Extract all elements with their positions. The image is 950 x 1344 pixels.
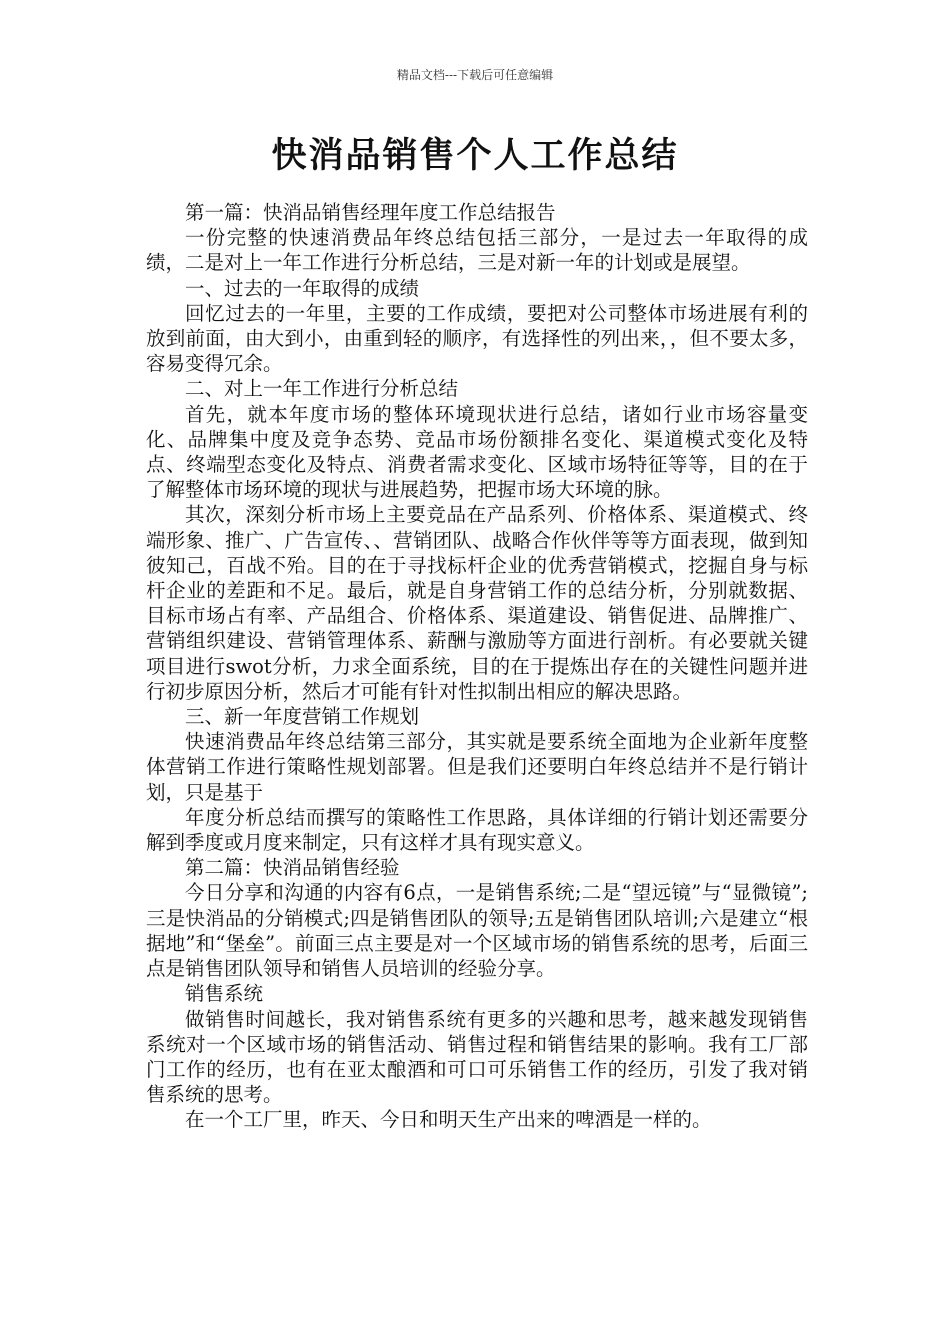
- paragraph: 一、过去的一年取得的成绩: [185, 276, 420, 300]
- paragraph: 做销售时间越长，我对销售系统有更多的兴趣和思考，越来越发现销售系统对一个区域市场的销售活动、销售过程和销售结果的影响。我有工厂部门工作的经历，也有在亚太酿酒和可口可乐销售工作的经历，引发了我对销售系统的思考。: [146, 1007, 808, 1107]
- paragraph: 三、新一年度营销工作规划: [185, 705, 420, 729]
- paragraph: 快速消费品年终总结第三部分，其实就是要系统全面地为企业新年度整体营销工作进行策略性规划部署。但是我们还要明白年终总结并不是行销计划，只是基于: [146, 730, 808, 804]
- paragraph: 在一个工厂里，昨天、今日和明天生产出来的啤酒是一样的。: [185, 1108, 712, 1132]
- paragraph: 销售系统: [185, 982, 264, 1006]
- paragraph: 年度分析总结而撰写的策略性工作思路，具体详细的行销计划还需要分解到季度或月度来制定，只有这样才具有现实意义。: [146, 805, 808, 855]
- document-title: 快消品销售个人工作总结: [271, 136, 679, 176]
- document-body: [146, 200, 808, 1133]
- header-note: 精品文档---下载后可任意编辑: [396, 68, 554, 82]
- paragraph: 其次，深刻分析市场上主要竞品在产品系列、价格体系、渠道模式、终端形象、推广、广告宣传、、营销团队、战略合作伙伴等等方面表现，做到知彼知己，百战不殆。目的在于寻找标杆企业的优秀营销模式，挖掘自身与标杆企业的差距和不足。最后，就是自身营销工作的总结分析，分别就数据、目标市场占有率、产品组合、价格体系、渠道建设、销售促进、品牌推广、营销组织建设、营销管理体系、薪酬与激励等方面进行剖析。有必要就关键项目进行swot分析，力求全面系统，目的在于提炼出存在的关键性问题并进行初步原因分析，然后才可能有针对性拟制出相应的解决思路。: [146, 503, 808, 703]
- paragraph: 一份完整的快速消费品年终总结包括三部分，一是过去一年取得的成绩，二是对上一年工作进行分析总结，三是对新一年的计划或是展望。: [146, 226, 808, 275]
- paragraph: 首先，就本年度市场的整体环境现状进行总结，诸如行业市场容量变化、品牌集中度及竞争态势、竞品市场份额排名变化、渠道模式变化及特点、终端型态变化及特点、消费者需求变化、区域市场特征等等，目的在于了解整体市场环境的现状与进展趋势，把握市场大环境的脉。: [146, 402, 808, 502]
- paragraph: 第二篇：快消品销售经验: [185, 856, 400, 880]
- paragraph: 今日分享和沟通的内容有6点，一是销售系统;二是“望远镜”与“显微镜”;三是快消品的分销模式;四是销售团队的领导;五是销售团队培训;六是建立“根据地”和“堡垒”。前面三点主要是对一个区域市场的销售系统的思考，后面三点是销售团队领导和销售人员培训的经验分享。: [146, 881, 808, 981]
- paragraph: 回忆过去的一年里，主要的工作成绩，要把对公司整体市场进展有利的放到前面，由大到小，由重到轻的顺序，有选择性的列出来，，但不要太多，容易变得冗余。: [146, 301, 808, 376]
- paragraph: 第一篇：快消品销售经理年度工作总结报告: [185, 201, 556, 224]
- paragraph: 二、对上一年工作进行分析总结: [185, 377, 459, 401]
